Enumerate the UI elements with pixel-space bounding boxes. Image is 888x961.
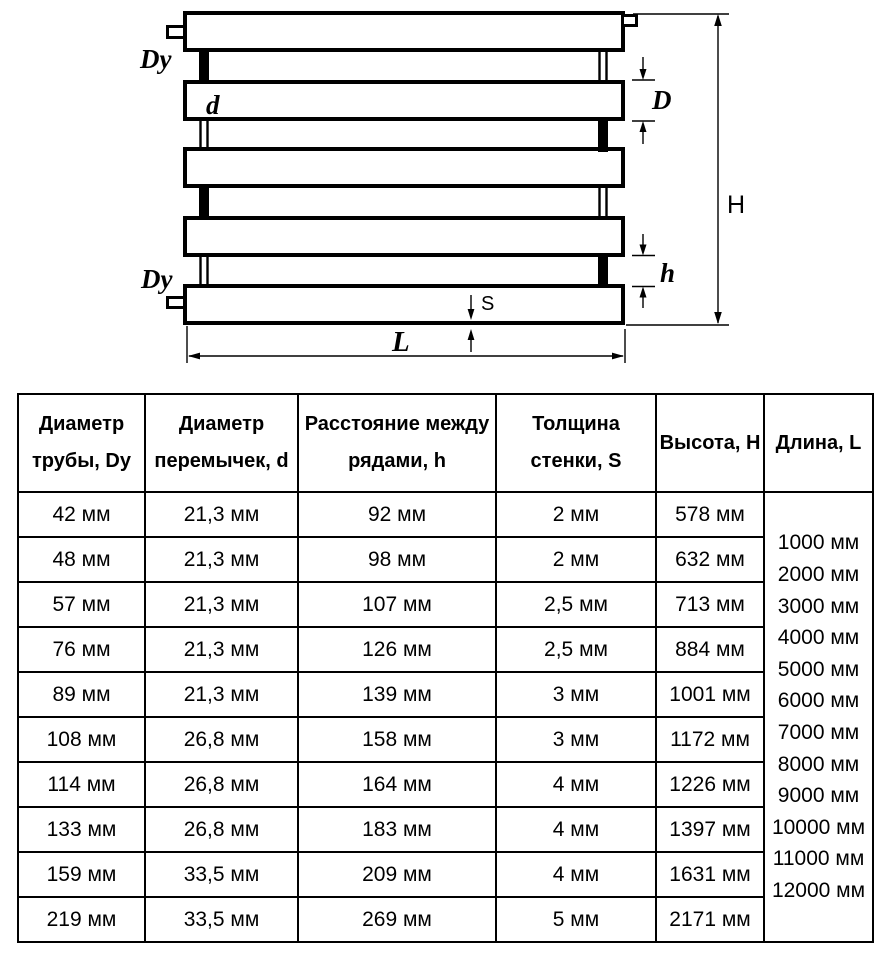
row-spacing-label: h [660,258,676,288]
wall-arrow-up [468,329,475,340]
table-header-cell: Длина, L [764,394,873,492]
length-option: 5000 мм [777,657,860,681]
table-row [18,627,873,672]
tube-3 [185,149,623,186]
table-row [18,897,873,942]
table-cell: 2171 мм [656,897,764,942]
table-cell: 3 мм [496,717,656,762]
jumper-diameter-label: d [206,90,220,120]
length-option: 6000 мм [777,689,860,713]
table-row [18,582,873,627]
table-cell: 21,3 мм [145,492,298,537]
table-cell: 76 мм [18,627,145,672]
spacing-arrow-down [640,245,647,256]
table-cell: 114 мм [18,762,145,807]
table-cell: 713 мм [656,582,764,627]
length-option: 11000 мм [772,847,865,871]
table-cell: 21,3 мм [145,672,298,717]
table-cell: 98 мм [298,537,496,582]
table-cell: 269 мм [298,897,496,942]
h-arrow-up [714,14,722,26]
table-cell: 57 мм [18,582,145,627]
table-cell: 1226 мм [656,762,764,807]
table-header-cell: Расстояние между рядами, h [298,394,496,492]
table-cell: 632 мм [656,537,764,582]
overall-height-label: H [727,191,746,219]
table-row [18,762,873,807]
table-header-cell: Диаметр перемычек, d [145,394,298,492]
table-row [18,717,873,762]
table-row [18,852,873,897]
spacing-arrow-up [640,287,647,298]
dimensions-table [17,393,874,943]
nipple-top-right [623,16,637,26]
table-cell: 126 мм [298,627,496,672]
table-cell: 578 мм [656,492,764,537]
tube-1 [185,13,623,50]
table-cell: 1172 мм [656,717,764,762]
table-cell: 139 мм [298,672,496,717]
table-cell: 89 мм [18,672,145,717]
table-cell: 26,8 мм [145,807,298,852]
table-row [18,492,873,537]
wall-thickness-label: S [481,293,495,315]
table-cell: 219 мм [18,897,145,942]
table-cell: 1001 мм [656,672,764,717]
table-header-row [18,394,873,492]
length-option: 12000 мм [771,878,866,902]
pipe-diameter-label-top: Dy [140,44,172,74]
table-header-cell: Высота, H [656,394,764,492]
length-label: L [392,326,410,358]
length-arrow-left [188,353,200,360]
h-arrow-down [714,312,722,324]
table-cell: 108 мм [18,717,145,762]
d-arrow-up [640,121,647,132]
table-cell: 4 мм [496,852,656,897]
length-option: 3000 мм [777,594,860,618]
table-cell: 884 мм [656,627,764,672]
table-cell: 164 мм [298,762,496,807]
table-header-cell: Толщина стенки, S [496,394,656,492]
tube-4 [185,218,623,255]
nipple-top-left [168,27,185,38]
length-option: 9000 мм [777,784,860,808]
table-cell: 209 мм [298,852,496,897]
table-cell: 2,5 мм [496,582,656,627]
table-cell: 3 мм [496,672,656,717]
table-cell: 2,5 мм [496,627,656,672]
table-header-cell: Диаметр трубы, Dy [18,394,145,492]
length-option: 2000 мм [777,563,860,587]
table-cell: 4 мм [496,807,656,852]
table-cell: 2 мм [496,492,656,537]
jumper-right-4 [598,253,608,288]
table-cell: 1397 мм [656,807,764,852]
d-arrow-down [640,69,647,80]
table-cell: 21,3 мм [145,627,298,672]
tube-2 [185,82,623,119]
table-cell: 133 мм [18,807,145,852]
table-body [18,492,873,942]
table-row [18,672,873,717]
table-cell: 4 мм [496,762,656,807]
table-cell: 26,8 мм [145,762,298,807]
jumper-left-3 [199,184,209,220]
length-option: 7000 мм [777,721,860,744]
table-cell: 5 мм [496,897,656,942]
table-cell: 21,3 мм [145,582,298,627]
jumper-left-1 [199,48,209,84]
pipe-diameter-label-bottom: Dy [141,264,173,294]
table-cell: 92 мм [298,492,496,537]
radiator-register-diagram [0,0,888,390]
length-arrow-right [612,353,624,360]
tube-outer-diameter-label: D [652,85,672,115]
length-option: 8000 мм [777,752,860,776]
table-cell: 158 мм [298,717,496,762]
table-cell: 42 мм [18,492,145,537]
table-cell: 21,3 мм [145,537,298,582]
table-cell: 1631 мм [656,852,764,897]
length-option: 1000 мм [777,531,860,555]
table-cell: 183 мм [298,807,496,852]
length-option: 10000 мм [771,815,866,839]
jumper-right-2 [598,117,608,152]
table-cell: 2 мм [496,537,656,582]
nipple-bottom-left [168,298,185,308]
table-cell: 33,5 мм [145,897,298,942]
table-cell: 48 мм [18,537,145,582]
table-row [18,807,873,852]
table-cell: 26,8 мм [145,717,298,762]
tube-5 [185,286,623,323]
length-options-cell [764,492,873,942]
table-row [18,537,873,582]
table-cell: 107 мм [298,582,496,627]
table-cell: 33,5 мм [145,852,298,897]
table-cell: 159 мм [18,852,145,897]
length-option: 4000 мм [777,626,860,650]
